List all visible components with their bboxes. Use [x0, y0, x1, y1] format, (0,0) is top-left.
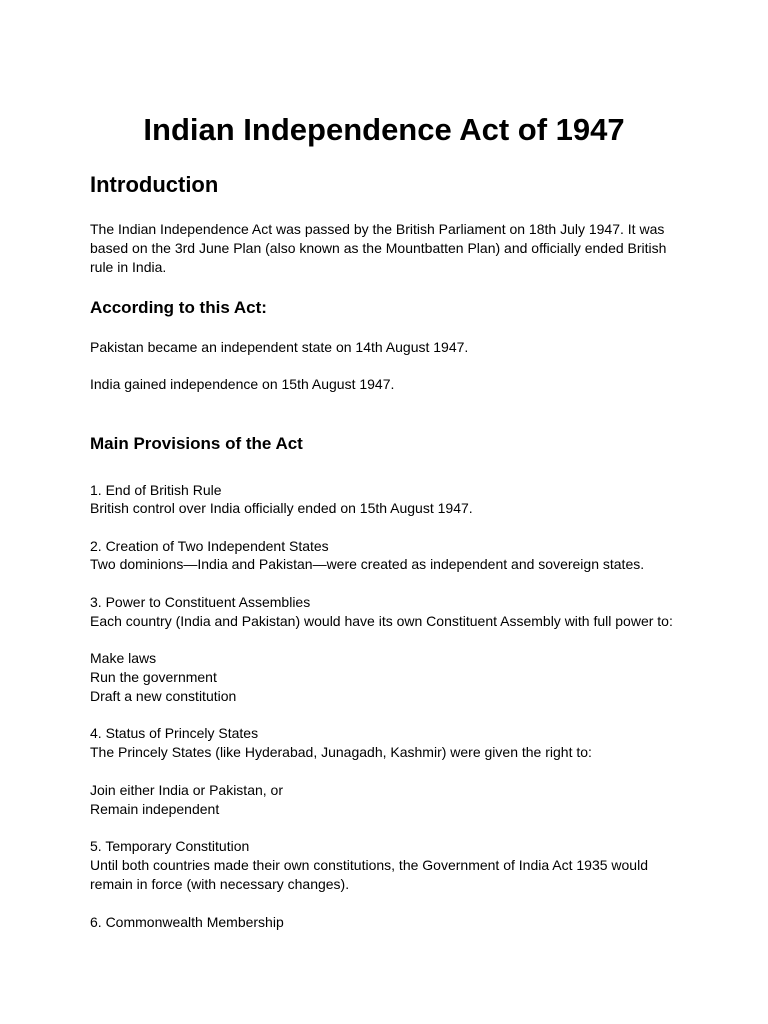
- provisions-heading: Main Provisions of the Act: [90, 434, 303, 453]
- provision-3-list-item: Run the government: [90, 669, 217, 685]
- according-heading: According to this Act:: [90, 298, 267, 317]
- provision-4-list-item: Remain independent: [90, 801, 220, 817]
- provision-4-title: 4. Status of Princely States: [90, 725, 259, 741]
- provision-3-title: 3. Power to Constituent Assemblies: [90, 594, 311, 610]
- intro-paragraph: The Indian Independence Act was passed by the British Parliament on 18th July 1947. It was based on the 3rd June Plan (also known as the Mountbatten Plan) and officially ended British rule in India.: [90, 221, 667, 275]
- provision-3-text: Each country (India and Pakistan) would have its own Constituent Assembly with full power to:: [90, 613, 673, 629]
- provision-4-list-item: Join either India or Pakistan, or: [90, 782, 283, 798]
- document-title: Indian Independence Act of 1947: [143, 112, 625, 147]
- provision-2-title: 2. Creation of Two Independent States: [90, 538, 329, 554]
- provision-2-text: Two dominions—India and Pakistan—were created as independent and sovereign states.: [90, 556, 645, 572]
- intro-heading: Introduction: [90, 172, 219, 197]
- provision-6-title: 6. Commonwealth Membership: [90, 914, 284, 930]
- provision-5-text: Until both countries made their own constitutions, the Government of India Act 1935 would remain in force (with necessary changes).: [90, 857, 648, 892]
- provision-5-title: 5. Temporary Constitution: [90, 838, 250, 854]
- according-item: India gained independence on 15th August 1947.: [90, 376, 395, 392]
- provision-4-text: The Princely States (like Hyderabad, Junagadh, Kashmir) were given the right to:: [90, 744, 592, 760]
- provision-1-text: British control over India officially ended on 15th August 1947.: [90, 500, 473, 516]
- provision-3-list-item: Draft a new constitution: [90, 688, 237, 704]
- provision-1-title: 1. End of British Rule: [90, 482, 222, 498]
- according-item: Pakistan became an independent state on 14th August 1947.: [90, 339, 469, 355]
- provision-3-list-item: Make laws: [90, 650, 157, 666]
